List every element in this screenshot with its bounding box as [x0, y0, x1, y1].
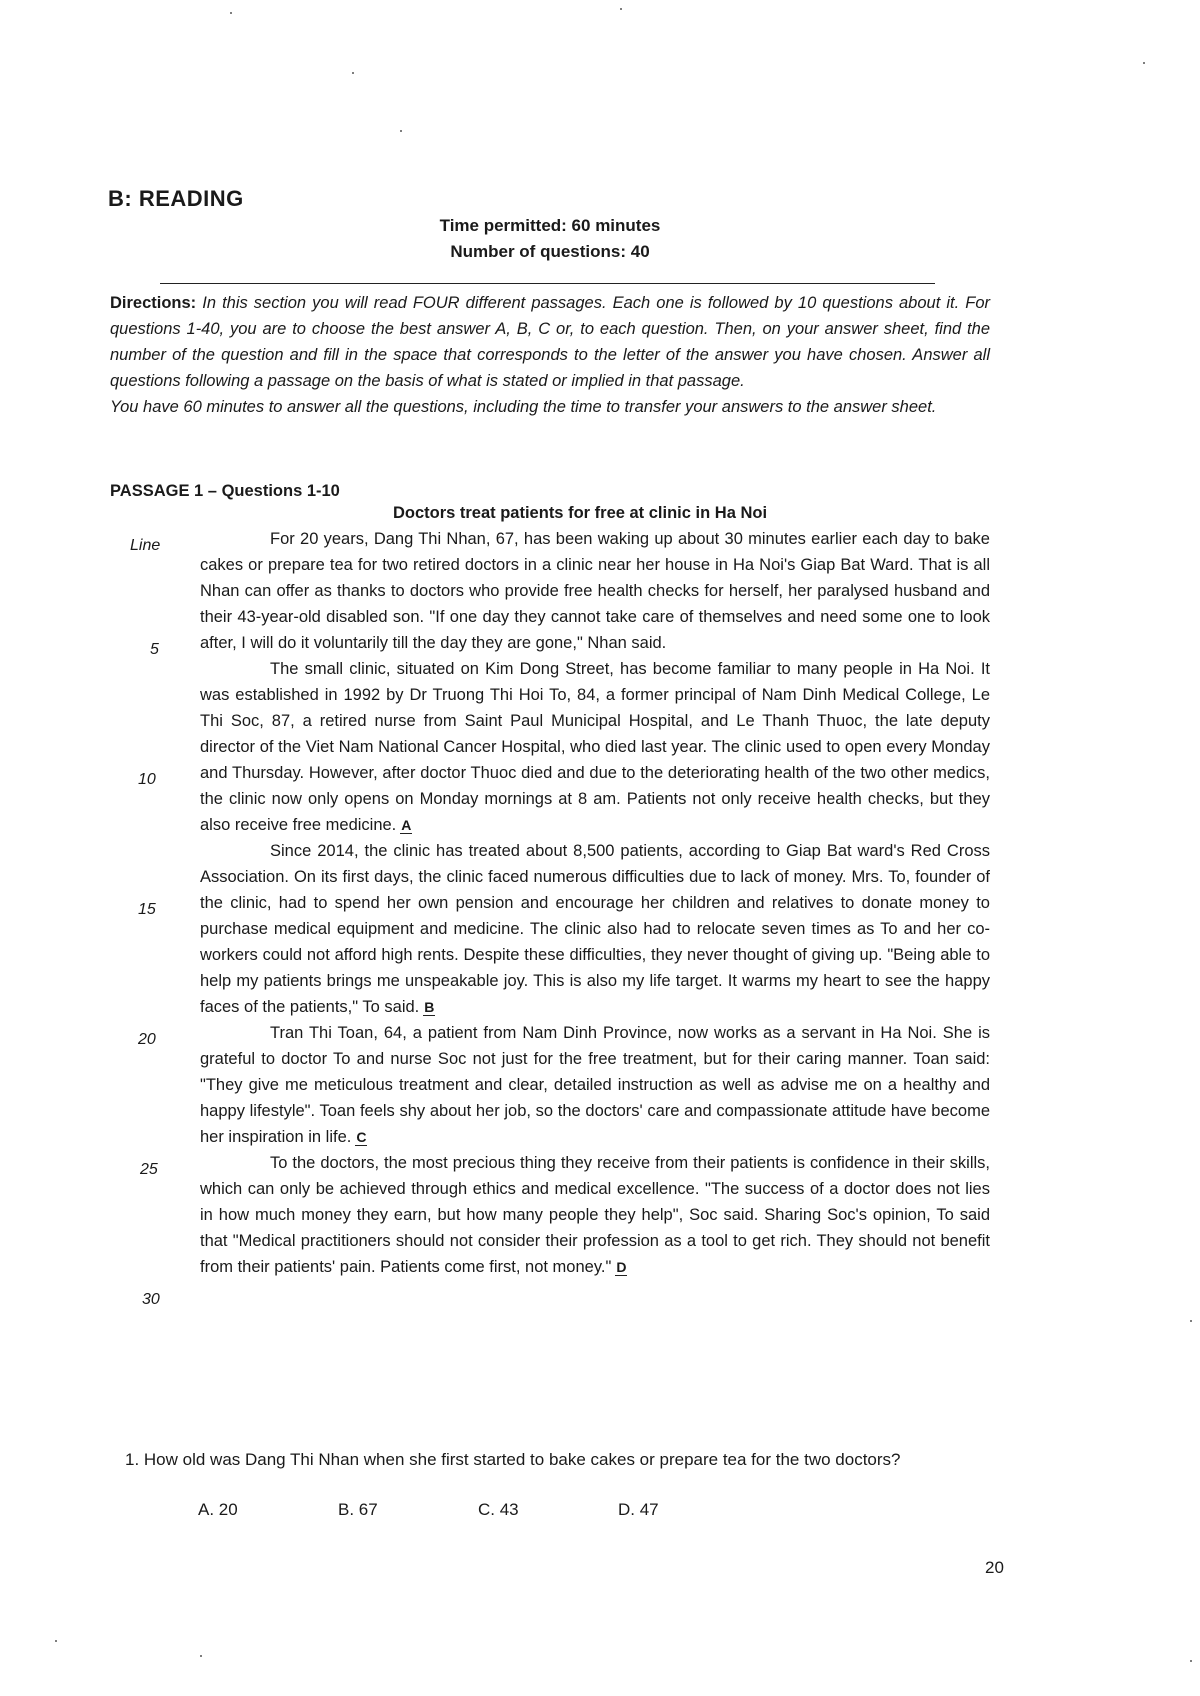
scan-speck	[1190, 1320, 1192, 1322]
directions-time-note: You have 60 minutes to answer all the questions, including the time to transfer your answers to the answer sheet.	[110, 398, 937, 416]
scan-speck	[400, 130, 402, 132]
line-number: 15	[138, 901, 156, 918]
paragraph-text: Tran Thi Toan, 64, a patient from Nam Dinh Province, now works as a servant in Ha Noi. She is grateful to doctor To and nurse Soc not just for the free treatment, but for their caring manner. Toan said: "They give me meticulous treatment and clear, detailed instruction as well as advise me on a healthy and happy lifestyle". Toan feels shy about her job, so the doctors' care and compassionate attitude have become her inspiration in life.	[200, 1024, 990, 1146]
line-number: 20	[138, 1031, 156, 1048]
insertion-marker-c: C	[356, 1129, 367, 1145]
directions-label: Directions:	[110, 294, 197, 312]
directions-block	[110, 290, 990, 420]
line-number: 10	[138, 771, 156, 788]
line-label: Line	[130, 537, 161, 554]
directions-text: In this section you will read FOUR different passages. Each one is followed by 10 questions about it. For questions 1-40, you are to choose the best answer A, B, C or, to each question. Then, on your answer sheet, find the number of the question and fill in the space that corresponds to the letter of the answer you have chosen. Answer all questions following a passage on the basis of what is stated or implied in that passage.	[110, 294, 990, 390]
passage-paragraph	[200, 526, 990, 656]
passage-paragraph	[200, 1150, 990, 1280]
scan-speck	[620, 8, 622, 10]
insertion-marker-d: D	[616, 1259, 627, 1275]
line-number: 5	[150, 641, 159, 658]
passage-header: PASSAGE 1 – Questions 1-10	[110, 482, 340, 500]
paragraph-text: The small clinic, situated on Kim Dong Street, has become familiar to many people in Ha Noi. It was established in 1992 by Dr Truong Thi Hoi To, 84, a former principal of Nam Dinh Medical College, Le Thi Soc, 87, a retired nurse from Saint Paul Municipal Hospital, and Le Thanh Thuoc, the late deputy director of the Viet Nam National Cancer Hospital, who died last year. The clinic used to open every Monday and Thursday. However, after doctor Thuoc died and due to the deteriorating health of the two other medics, the clinic now only opens on Monday mornings at 8 am. Patients not only receive health checks, but they also receive free medicine.	[200, 660, 990, 834]
scan-speck	[1143, 62, 1145, 64]
scan-speck	[230, 12, 232, 14]
option-c[interactable]: C. 43	[478, 1500, 519, 1519]
option-b[interactable]: B. 67	[338, 1500, 378, 1519]
paragraph-text: For 20 years, Dang Thi Nhan, 67, has been waking up about 30 minutes earlier each day to bake cakes or prepare tea for two retired doctors in a clinic near her house in Ha Noi's Giap Bat Ward. That is all Nhan can offer as thanks to doctors who provide free health checks for herself, her paralysed husband and their 43-year-old disabled son. "If one day they cannot take care of themselves and need some one to look after, I will do it voluntarily till the day they are gone," Nhan said.	[200, 530, 990, 652]
insertion-marker-b: B	[424, 999, 435, 1015]
section-title: B: READING	[108, 186, 244, 211]
option-d[interactable]: D. 47	[618, 1500, 659, 1519]
insertion-marker-a: A	[401, 817, 412, 833]
passage-paragraph	[200, 1020, 990, 1150]
passage-paragraph	[200, 838, 990, 1020]
scan-speck	[1190, 1660, 1192, 1662]
scan-speck	[200, 1655, 202, 1657]
divider-rule	[160, 283, 935, 284]
line-number: 25	[140, 1161, 158, 1178]
time-permitted: Time permitted: 60 minutes	[439, 216, 661, 235]
scan-speck	[55, 1640, 57, 1642]
number-of-questions: Number of questions: 40	[450, 242, 650, 261]
passage-paragraph	[200, 656, 990, 838]
scan-speck	[352, 72, 354, 74]
option-a[interactable]: A. 20	[198, 1500, 238, 1519]
page-number: 20	[985, 1558, 1004, 1577]
question-1: 1. How old was Dang Thi Nhan when she first started to bake cakes or prepare tea for the two doctors?	[125, 1450, 901, 1469]
paragraph-text: To the doctors, the most precious thing they receive from their patients is confidence in their skills, which can only be achieved through ethics and medical excellence. "The success of a doctor does not lies in how much money they earn, but how many people they help", Soc said. Sharing Soc's opinion, To said that "Medical practitioners should not consider their profession as a tool to get rich. They should not benefit from their patients' pain. Patients come first, not money."	[200, 1154, 990, 1276]
passage-title: Doctors treat patients for free at clinic in Ha Noi	[392, 504, 768, 522]
paragraph-text: Since 2014, the clinic has treated about 8,500 patients, according to Giap Bat ward's Red Cross Association. On its first days, the clinic faced numerous difficulties due to lack of money. Mrs. To, founder of the clinic, had to spend her own pension and encourage her children and relatives to donate money to purchase medical equipment and medicine. The clinic also had to relocate seven times as To and her co-workers could not afford high rents. Despite these difficulties, they never thought of giving up. "Being able to help my patients brings me unspeakable joy. This is also my life target. It warms my heart to see the happy faces of the patients," To said.	[200, 842, 990, 1016]
passage-body	[200, 526, 990, 1280]
line-number: 30	[142, 1291, 160, 1308]
